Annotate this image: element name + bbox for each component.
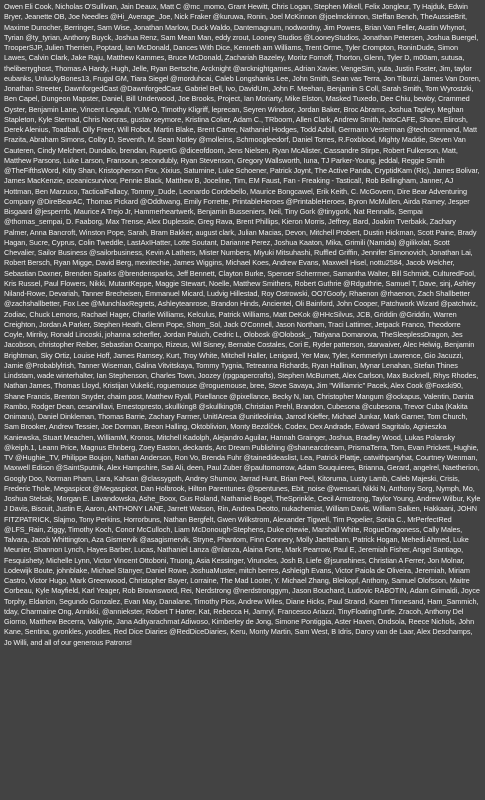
patron-credits-text: Owen Eli Cook, Nicholas O'Sullivan, Jain Deaux, Matt C @mc_momo, Grant Hewitt, Chris Logan, Stephen Mikell, Felix Jongleur, Ty Hajduk, Edwin Bryer, Jeanette OB, Joe Needles @Hi_Average_Joe, Nick Fraker @kuruwa, Ronin, Joel McKinnon @joelmckinnon, Steffan Bench, TheAussieBrit, Maxime Durocher, Berringer, Sam Wise, Jonathan Marlow, Duck Waldo, Dantemagnum, nodwordny, Jim Powers, Brian Van Feller, Austin Whynot, Tyrian @ty_tyrian, Anthony Buyck, Joshua Renz, Sam Mean Man, eddy zrout, Looney Studios @LooneyStudios, Jonathan Petersen, Joshua Buergel, TrooperSJP, Julien Therrien, Poptard, Ian McDonald, Dances With Dice, Kenneth am Williams, Trent Orme, Tyler Crompton, RoninDude, Simon Lawes, Calvin Clark, Jake Raju, Matthew Kammes, Bruce McDonald, Zachariah Bazeley, Moritz Fornoff, Thorton, Glenn, Tyler D, m00am, sutusa, theliberryghost, Thomas A Hardy, Hugh, Jelle, Ryan Bertsche, Arcknight @arcknightgames, Adrian Xavier, VengeSim, yuta, Justin Foster, Jim, taylor eubanks, UnluckyBones13, Frugal GM, Tiara Siegel @morduhcai, Caleb Longshanks Lee, John Smith, Sean vas Terra, Jon Tiburzi, James Van Doren, Jonathan Streeter, DawnforgedCast @DawnforgedCast, Gabriel Bell, Ivo, DavidUm, John F. Meehan, Benjamin S Coll, Sarah Smith, Tom Wyrostzki, Ben Capel, Dungeon Mapster, Daniel, Bill Underwood, Joe Brooks, Project, Ian Moriarty, Mike Elston, Masked Tuxedo, Dee Chiu, bewby, Crammed Oyster, Benjamin Lane, Vincent Legault, YUM-O, Timothy Kligriff, leprecan, Seyren Windsor, Jordan Baker, Broc Abrams, Joshua Tapley, Meghan Stapleton, Kyle Sternad, Chris Norcras, gustav seymore, Kristina Coker, Adam C., TRboom, Allen Clark, Andrew Smith, hatoCAFE, Shane, Elirosh, Derek Alenius, Toadball, Olly Freer, Will Robot, Martin Blake, Brent Carter, Nathaniel Hodges, Todd Azbill, Germann Vesterman @techcommand, Matt Frazita, Abraham Simons, Colby D, Seventh, M. Sean Notley @molleins, Schmoogleedorf, Daniel Torres, R.Foxblood, Mighty Maddie, Steven Van Cauteren, Cindy Melchert, Dundalo, brendan, RupertG @diceofdoom, Jens Nielsen, Ryan McAlister, Cassandre Stirpe, Robert Fulkerson, Matt, Matthew Parsons, Luke Larson, Fransoun, secondubly, Ryan Stevenson, Gregory Wallsworth, Iuna, TJ Parker-Young, jeddal, Reggie Smith @TheFifthsWord, Kitty Shan, Kristopherson Fox, Xixius, Saturnine, Luke Schoener, Patrick Joynt, The Active Panda, CryptidKam (Ric), James Bolivar, James MacKenzie, oceanicsurvivor, Pennie Black, Matthew B, Joceline, Tim, EM Faust, Fan - Freaking - Tastical!, Rob Bellingham, Janner, AJ Hottman, Ben Marzuco, TacticalFallacy, Tommy_Dude, Leonardo Cordebello, Maurice Bongcawel, Erik Keith, C. McGovern, Dire Bear Adventuring Company @DireBearAC, Thomas Pickard @Oddtwang, Emily Forrette, PrintableHeroes @PrintableHeroes, Byron McMullen, Airda Ramey, Jesper Bisgaard @jesperrrb, Maurice A Trejo Jr, Hammerheartwerk, Benjamin Busseniers, Neil, Tiny Gork @tinygork, Nat Rennalls, Sempai @thomas_sempai, D. Faaborg, Max Trense, Alex Duplessie, Greg Rava, Brent Phillips, Kieron Morris, Jeffrey, Bard, Joakim Tverbakk, Zachary Palmer, Anna Bancroft, Winston Pope, Sarah, Bram Bakker, august clark, Julian Macias, Devon, Mitchell Probert, Dustin Hickman, Scott Paine, Brady Hagan, Sucre, Cyprus, Colin Tweddle, LastAxIHatter, Lotte Soutant, Darianne Perez, Joshua Kaaton, Mika, Grimili (Namida) @gilikolat, Scott Chevalier, Sailor Business @sailorbusiness, Kevin A Lathers, Mister Numbers, Miyuki Mitsuhashi, Ruffled Griffin, Jennifer Simonovich, Jonathan Lai, Robert Bersch, Ryan Migge, David Berg, mexitechie, James Wiggins, Michael Koes, Andrew Evans, Maxwell Hisel, nottu2584, Jacob Welcher, Sebastian Daxner, Brenden Sparks @brendensparks, Jeff Bennett, Clayton Burke, Spenser Scherrmer, Samantha Walter, Bill Schmidt, CulturedFool, Kris Russel, Paul Flowers, Nikki, MutantKeppe, Maggie Stewart, Noelle, Matthew Smithers, Robert Guthrie @Rdguthrie, Samuel T, Dave, sinj, Ashley Niland-Rowe, Devariah, Tanner Brecheisen, Emmanuel Micard, Ludvig Hillestad, Roy Ostrowski, OO7Goofy, Rhaenon @rhaenon, Zach Shallbetter @zachshallbetter, Fox Lee @MunchlaxRegrets, Ashleyteanrose, Brandon Hinds, Ancientel, Oli Bainford, John Cooper, Patchwork Wizard @patchwiz, Zodiac, Chuck Lemons, Rachael Hager, Charlie Williams, Kelculus, Patrick Williams, Matt DeKok @HHcSilvus, JCB, Griddin @Griddin, Warren Creighton, Jordan A Parker, Stephen Heath, Glenn Pope, Shom_Sol, Jack O'Connell, Jason Northam, Traci Lattimer, Jetpack Franco, Theodorre Coyle, Mirriky, Ronald Lincoski, johanna scherfler, Jordan Paluch, Cedric L, Olobosk @Olobosk_, Tatiyana Domanova, TheSleeplessDragon, Jes Jacobson, christopher Reiber, Sebastian Ocampo, Rizeus, Wil Sisney, Bernabe Costales, Cori E, Ryder patterson, starwaiver, Alec Helwig, Benjamin Brightman, Sky Ortiz, Louise Hoff, James Ramsey, Kurt, Troy White, Mitchell Haller, Lenigard, Yer Maw, Tyler, Kemmerlyn Lawrence, Gio Jacuzzi, Jamie @Probablylrish, Tanner Wiseman, Galina Vitvitskaya, Tommy Tygnia, Tetreanna Richards, Ryan Hallinan, Mynar Lenahan, Stefan Thines Lindstam, wade winterhalter, Ian Stephenson, Charles Town, Joozey (rpgpapercrafts), Stephen McBurnett, Alex Carlson, Max Bucknell, Rhys Rhodes, Nathan James, Thomas Lloyd, Kristijan Vukelić, roguemouse @roguemouse, bree, Steve Savaya, Jim "Williamric" Pacek, Alex Cook @Foxski90, Shane Francis, Brenton Snyder, chaim post, Matthew Ryall, Pixellance @pixellance, Becky N, Ian, Christopher Mangum @ockapus, Valentin, Danita Rambo, Rodger Dean, cesarvillavi, Ernestopresto, skullking8 @skullking08, Christian Prehl, Brandon, Cubesona @cubesona, Trevor Cuba (Kakita Onimaru), Daniel Dinkleman, Thomas Barrie, Zachary Farmer, UnitIAresa @unitleolinka, Jarrod Kieffer, Michael Junkar, Mark Garner, Tom Church, Sam Brooker, Andrew Tessier, Joe Dorman, Breon Halling, Oktoblivion, Monty Bezdíček, Codex, Dex Andrade, Edward Sagritalo, Agnieszka Kaniewska, Stuart Meachen, WilliamM, Kronos, Mitchell Kadolph, Alejandro Aguilar, Hannah Grainger, Joshua, Bradley Wood, Lukas Polansky @keiph.1, Leann Price, Magnus Ehnberg, Zoey Easton, deckards, Arc Dream Publishing @shanearcdream, PrismaTerra, Tom, Evan Prickett, Hughie, TV @Hughie_TV, Philippe Boujon, Nathan Anderson, Ron Vo, Brenda Fuhr @tainedideaslist, Lea, Patrick Plattje, catwithpartyhat, Courtney Wenman, Maxwell Edison @SaintSputnik, Alex Hampshire, Sati Ali, deen, Paul Zuber @paultomorrow, Adam Souquieres, Brianna, Gerard, angelrel, Naetherion, Googly Doo, Norman Pham, Lara, Kahsan @classygoth, Andrey Shumov, Jarrad Hunt, Brian Peel, Kitoruma, Lusty Lamb, Caleb Majeski, Crisis, Frederic Thole, Megaspicot @Megaspicot, Dan Holbrook, Hilton Parentunes @spentunes, Ebit_noise @wensari, Nikki N, Anthony Sorg, Nymph, Mo, Joshua Stelsak, Morgan E. Lavandowska, Ashe_Boox, Gus Roland, Nathaniel Bogel, TheSprinkle, Cecil Armstrong, Taylor Young, Andrew Wilbur, Kyle J Davis, Biscuit, Justin E, Aaron, ANTHONY LANE, Jarrett Watson, Rin, Andrea Deotto, nukachemist, William Davis, William Salken, Hakkaani, JOHN FITZPATRICK, Slajmo, Tony Perkins, Horrorbuns, Nathan Bergfelt, Gwen Wilkstrom, Alexander Tigwell, Tim Popelier, Sonia C., MrPerfectRed @LFS_Rain, Ziggy, Timothy Koch, Conor McCulloch, Liam McDonough-Stephens, Duke chewie, Marshall White, RogueDragoness, Cally Males, Talvara, Jacob Whittington, Aza Gismervik @asagismervik, Stryne, Phantom, Finn Connery, Molly Jaettebarn, Patrick Hogan, Mehedi Ahmed, Luke Meunier, Shannon Lynch, Hayes Barber, Lucas, Nathaniel Lanza @nlanza, Alaina Forte, Mark Pearrow, Paul E, Jeremiah Fisher, Angel Santiago, Fesquishety, Michelle Lynn, Victor Vincent Ottoboni, Truong, Asia Kessinger, Viruncles, Josh B, Liefe @jsunshines, Christian A Ferrer, Jon Molnar, Lodewijk Boute, johnblake, Michael Stanyer, Daniel Rowe, JoshuaMuster, mitch berres, Ashleigh Evans, Victor Paiola de Oliveira, Jeremiah, Miriam Castro, Victor Hugo, Mark Greenwood, Christopher Bayer, Lorraine, The Mad Looter, Y. Michael Zhang, Bleikopf, Anthony, Samuel Olofsson, Maitre Corbeau, Kyle Mayfield, Karl Yeager, Rob Brownsword, Rei, Nerdstrong @nerdstronggym, Jason Bouchard, Ludovic RABOTIN, Adam Grimaldi, Joyce Torphy, Eldarion, Segundo Gonzalez, Evan May, Danalane, Timothy Pios, Andrew Wiles, Diane Hicks, Paul Strand, Karen Tinnesand, Ham_Sammich, tday, Charmaine Ong, Annikki, @anniekster, Robert T Harter, Kat, Rebecca H, Jamryl, Francesco Ariazzi, TinyFloatingTurtle, Zracoh, Anthony Del Giorno, Matthew Becerra, Valkyrie, Jana Adityarachmat Adiwoso, Kimberley de Jong, Simone Pontiggia, Aster Haven, Ondsola, Reece Nichols, John Kane, Sentina, gvonkles, yoodles, Red Dice Diaries @RedDiceDiaries, Keru, Monty Martin, Sam West, B Idris, Darcy van de Laar, Alex Deschamps, Jo Willi, and all of our generous Patrons! xyxy=(4,2,481,647)
